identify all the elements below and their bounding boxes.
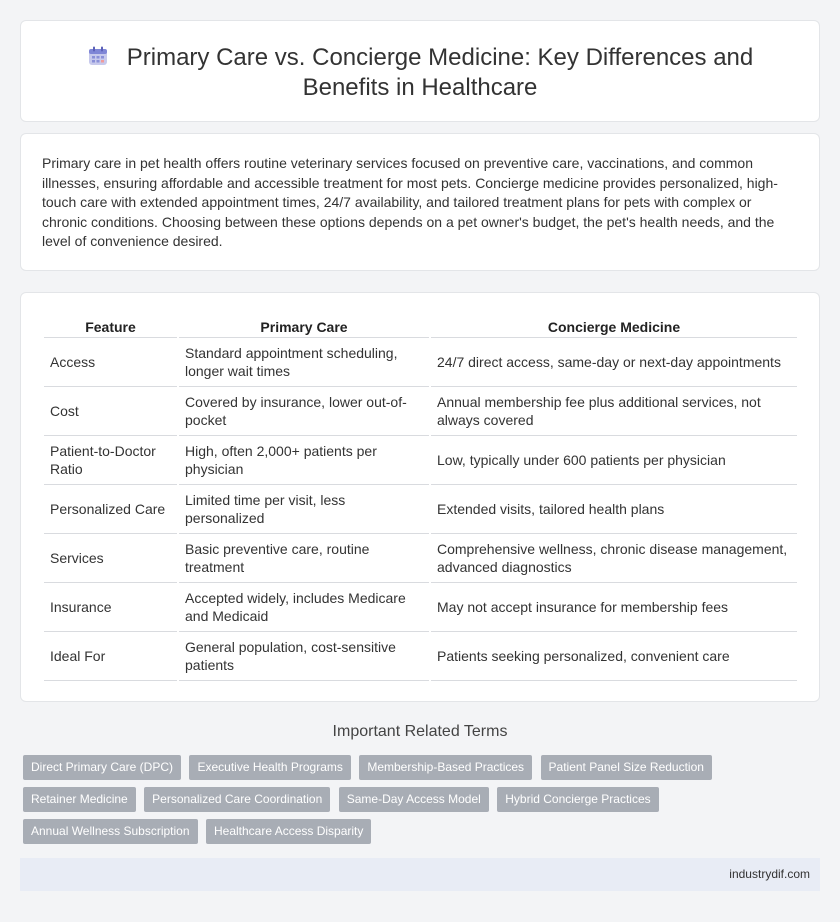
footer-site-link[interactable]: industrydif.com (729, 867, 810, 881)
table-cell-feature: Ideal For (44, 632, 177, 681)
header-concierge-medicine: Concierge Medicine (431, 313, 797, 338)
tag-same-day-access-model[interactable]: Same-Day Access Model (339, 787, 489, 812)
tag-membership-based-practices[interactable]: Membership-Based Practices (359, 755, 532, 780)
table-cell-feature: Patient-to-Doctor Ratio (44, 436, 177, 485)
title-card (20, 20, 820, 122)
table-cell-feature: Personalized Care (44, 485, 177, 534)
table-cell-concierge: May not accept insurance for membership fees (431, 583, 797, 632)
tag-personalized-care-coordination[interactable]: Personalized Care Coordination (144, 787, 330, 812)
table-row (44, 436, 797, 485)
table-row (44, 338, 797, 387)
related-terms-title: Important Related Terms (332, 723, 508, 740)
table-cell-primary: Standard appointment scheduling, longer wait times (179, 338, 429, 387)
table-cell-feature: Insurance (44, 583, 177, 632)
table-cell-feature: Access (44, 338, 177, 387)
table-row (44, 632, 797, 681)
table-cell-concierge: Extended visits, tailored health plans (431, 485, 797, 534)
page-title (61, 43, 779, 103)
table-header-row (44, 313, 797, 338)
title-wrap (61, 43, 779, 103)
tag-annual-wellness-subscription[interactable]: Annual Wellness Subscription (23, 819, 198, 844)
table-row (44, 485, 797, 534)
header-feature: Feature (44, 313, 177, 338)
table-cell-concierge: Low, typically under 600 patients per physician (431, 436, 797, 485)
tag-direct-primary-care[interactable]: Direct Primary Care (DPC) (23, 755, 181, 780)
header-primary-care: Primary Care (179, 313, 429, 338)
intro-paragraph: Primary care in pet health offers routine veterinary services focused on preventive care, vaccinations, and common illnesses, ensuring affordable and accessible treatment for most pets. Concierge medicine provides personalized, high-touch care with extended appointment times, 24/7 availability, and tailored treatment plans for pets with complex or chronic conditions. Choosing between these options depends on a pet owner's budget, the pet's health needs, and the level of convenience desired. (42, 155, 778, 249)
intro-card (20, 133, 820, 271)
table-cell-feature: Services (44, 534, 177, 583)
comparison-table (42, 313, 799, 681)
table-cell-concierge: Patients seeking personalized, convenient care (431, 632, 797, 681)
table-row (44, 387, 797, 436)
table-row (44, 583, 797, 632)
page-title-text: Primary Care vs. Concierge Medicine: Key Differences and Benefits in Healthcare (126, 44, 754, 101)
tag-patient-panel-size-reduction[interactable]: Patient Panel Size Reduction (541, 755, 712, 780)
related-terms-tags (23, 755, 823, 851)
table-cell-primary: Accepted widely, includes Medicare and Medicaid (179, 583, 429, 632)
table-cell-primary: Basic preventive care, routine treatment (179, 534, 429, 583)
tag-healthcare-access-disparity[interactable]: Healthcare Access Disparity (206, 819, 371, 844)
table-cell-concierge: 24/7 direct access, same-day or next-day appointments (431, 338, 797, 387)
table-cell-primary: High, often 2,000+ patients per physician (179, 436, 429, 485)
table-cell-primary: Covered by insurance, lower out-of-pocket (179, 387, 429, 436)
table-cell-concierge: Comprehensive wellness, chronic disease management, advanced diagnostics (431, 534, 797, 583)
footer (20, 858, 820, 891)
table-cell-primary: Limited time per visit, less personalized (179, 485, 429, 534)
table-cell-concierge: Annual membership fee plus additional services, not always covered (431, 387, 797, 436)
calendar-icon (87, 45, 109, 67)
tag-executive-health-programs[interactable]: Executive Health Programs (189, 755, 350, 780)
tag-retainer-medicine[interactable]: Retainer Medicine (23, 787, 136, 812)
table-row (44, 534, 797, 583)
table-cell-feature: Cost (44, 387, 177, 436)
comparison-table-card (20, 292, 820, 702)
table-cell-primary: General population, cost-sensitive patients (179, 632, 429, 681)
tag-hybrid-concierge-practices[interactable]: Hybrid Concierge Practices (497, 787, 658, 812)
